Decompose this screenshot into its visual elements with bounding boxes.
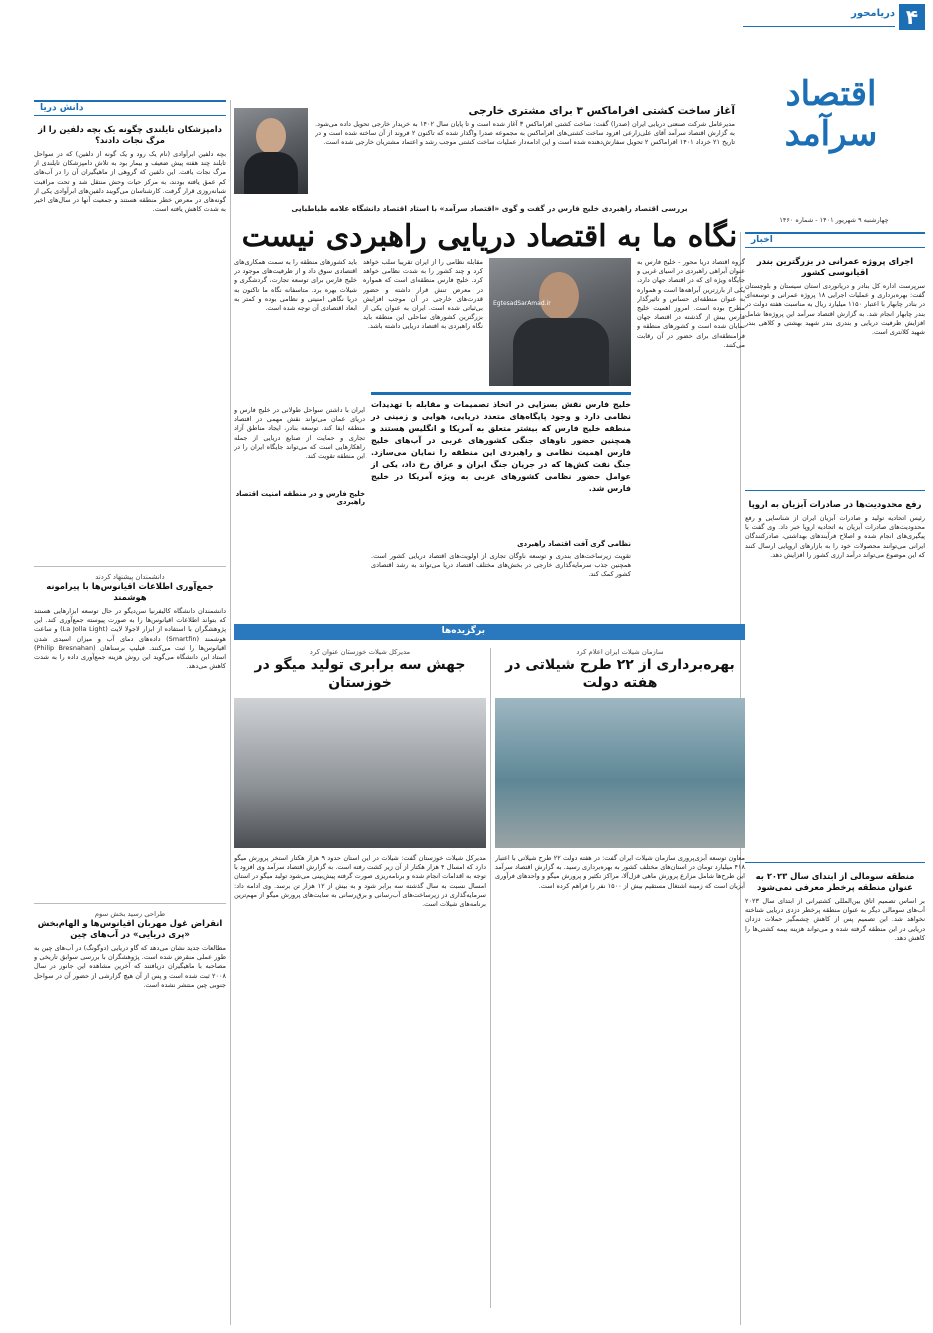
columnist-photo	[234, 108, 308, 194]
main-body-col: ایران با داشتن سواحل طولانی در خلیج فارس و دریای عمان می‌تواند نقش مهمی در اقتصاد منطقه ایفا کند. توسعه بنادر، ایجاد مناطق آزاد تجاری و حمایت از صنایع دریایی از جمله راهکارهایی است که می‌تواند جایگاه ایران را در این منطقه تقویت کند.	[234, 406, 365, 461]
news-item-body: رئیس اتحادیه تولید و صادرات آبزیان ایران از شناسایی و رفع محدودیت‌های صادرات آبزیان به اتحادیه اروپا خبر داد. وی گفت با پیگیری‌های انجام شده و اصلاح فرآیندهای بهداشتی، صادرکنندگان ایرانی می‌توانند محصولات خود را به بازارهای اروپایی ارسال کنند که این موضوع می‌تواند درآمد ارزی کشور را افزایش دهد.	[745, 514, 925, 559]
fish-farm-photo	[495, 698, 745, 848]
main-body-col: مقابله نظامی را از ایران تقریبا سلب خواهد کرد و چند کشور را به شدت نظامی خواهد کرد. خلیج فارس منطقه‌ای است که همواره در معرض تنش قرار داشته و حضور قدرت‌های خارجی در آن موجب افزایش بی‌ثباتی شده است. ایران به عنوان یکی از بزرگترین کشورهای ساحلی این منطقه باید نگاه راهبردی به اقتصاد دریایی داشته باشد.	[363, 258, 483, 331]
press-conference-photo	[234, 698, 486, 848]
knowledge-header	[34, 100, 226, 116]
knowledge-body: بچه دلفین ابرآوادی (نام یک رود و یک گونه از دلفین) که در سواحل تایلند چند هفته پیش ضعیف و بیمار بود به تلاش دامپزشکان تایلندی از مرگ نجات یافت. این دلفین که گروهی از ماهیگیران آن را در آب‌های کم عمق یافته بودند، به مرکز حیات وحش منتقل شد و تحت مراقبت شبانه‌روزی قرار گرفت. کارشناسان می‌گویند دلفین‌های ابرآوادی یکی از گونه‌های در معرض خطر منطقه هستند و جمعیت آنها در سال‌های اخیر به شدت کاهش یافته است.	[34, 150, 226, 214]
highlight-story	[495, 648, 745, 1308]
main-body-col: تقویت زیرساخت‌های بندری و توسعه ناوگان تجاری از اولویت‌های اقتصاد دریایی کشور است. همچنین جذب سرمایه‌گذاری خارجی در بخش‌های مختلف اقتصاد دریا می‌تواند به رشد اقتصادی کشور کمک کند.	[371, 552, 631, 579]
main-lead: گروه اقتصاد دریا محور - خلیج فارس به عنوان آبراهی راهبردی در اسیای غربی و جایگاه ویژه ای که در اقتصاد جهان دارد، یکی از بارزترین آبراهه‌ها است و همواره به عنوان منطقه‌ای حساس و تاثیرگذار مطرح بوده است. امروز اهمیت خلیج فارس بیش از گذشته در اقتصاد جهان نمایان شده است و کشورهای منطقه و فرامنطقه‌ای برای حضور در آن رقابت می‌کنند.	[637, 258, 745, 349]
pull-quote	[371, 392, 631, 532]
masthead	[743, 4, 925, 232]
interview-photo	[489, 258, 631, 386]
photo-caption: EgtesadSarAmad.ir	[493, 300, 551, 307]
highlight-title: بهره‌برداری از ۲۲ طرح شیلاتی در هفته دولت	[505, 657, 735, 691]
knowledge-third-title: انقراض غول مهربان اقیانوس‌ها و الهام‌بخش «پری دریایی» در آب‌های چین	[37, 918, 223, 939]
news-item-title: منطقه سومالی از ابتدای سال ۲۰۲۳ به عنوان منطقه پرخطر معرفی نمی‌شود	[755, 871, 915, 892]
knowledge-third-kicker: طراحی رسید بخش سوم	[94, 910, 166, 918]
knowledge-third-body: مطالعات جدید نشان می‌دهد که گاو دریایی (دوگونگ) در آب‌های چین به طور عملی منقرض شده است. پژوهشگران با بررسی سوابق تاریخی و مصاحبه با ماهیگیران دریافتند که آخرین مشاهده این جانور در سال ۲۰۰۸ ثبت شده است و پس از آن هیچ گزارشی از حضور آن در سواحل جنوبی چین منتشر نشده است.	[34, 944, 226, 989]
pull-quote-text: خلیج فارس نقش بسزایی در اتخاذ تصمیمات و مقابله با تهدیدات نظامی دارد و وجود پایگاه‌های متعدد دریایی، هوایی و زمینی در منطقه خلیج فارس که بیشتر متعلق به آمریکا و انگلیس هستند و همچنین حضور ناوهای جنگی کشورهای غربی در آب‌های خلیج فارس اهمیت نظامی و راهبردی این منطقه را نمایان می‌سازد. جنگ نفت کش‌ها که در جریان جنگ ایران و عراق رخ داد، یکی از عوامل حضور نظامی کشورهای غربی به ویژه آمریکا در خلیج فارس شد.	[371, 400, 631, 493]
main-subhead: خلیج فارس و در منطقه امنیت اقتصاد راهبردی	[235, 490, 365, 506]
logo: اقتصاد سرآمد	[784, 74, 878, 154]
page-number: ۴	[899, 4, 925, 30]
top-story	[315, 104, 735, 194]
highlights-header	[234, 624, 745, 640]
knowledge-sub-body: دانشمندان دانشگاه کالیفرنیا سن‌دیگو در حال توسعه ابزارهایی هستند که بتواند اطلاعات اقیانوس‌ها را به صورت پیوسته جمع‌آوری کند. این پژوهشگران با استفاده از ابزار لاجولا لایت (La Jolla Light) و ساعت هوشمند (Smartfin) داده‌های دمای آب و میزان اسیدی شدن اقیانوس‌ها را ثبت می‌کنند. فیلیپ برسناهان (Philip Bresnahan) استاد این دانشگاه می‌گوید این روش هزینه جمع‌آوری داده را به شدت کاهش می‌دهد.	[34, 607, 226, 671]
news-header	[745, 232, 925, 248]
news-item-title: اجرای پروژه عمرانی در بزرگترین بندر اقیانوسی کشور	[756, 256, 914, 277]
news-item-body: سرپرست اداره کل بنادر و دریانوردی استان سیستان و بلوچستان گفت: بهره‌برداری و عملیات اجرایی ۱۸ پروژه عمرانی و توسعه‌ای در بنادر چابهار با اعتبار ۱۱۵۰ میلیارد ریال به مناسبت هفته دولت در بندر چابهار انجام شد. به گزارش اقتصاد سرآمد این پروژه‌ها شامل افزایش ظرفیت دریایی و بندری بندر شهید بهشتی و کلاهی بندر شهید کلانتری است.	[745, 282, 925, 337]
highlights	[234, 624, 745, 1324]
top-story-body: مدیرعامل شرکت صنعتی دریایی ایران (صدرا) گفت: ساخت کشتی افراماکس ۳ آغاز شده است و تا پایان سال ۱۴۰۲ به خریدار خارجی تحویل داده می‌شود. به گزارش اقتصاد سرآمد آقای علی‌زارعی افزود ساخت کشتی‌های افراماکس به مجموعه صدرا واگذار شده که تاکنون ۲ فروند از آن ساخته شده است و در تاریخ ۲۱ خرداد ۱۴۰۱ افراماکس ۲ تحویل سفارش‌دهنده شده است و این ادامه‌دار عملیات ساخت کشتی موجب رشد و اعتماد مشتریان خارجی شده است.	[315, 120, 735, 147]
section-label: دریامحور	[851, 8, 895, 19]
date-line: چهارشنبه ۹ شهریور ۱۴۰۱ - شماره ۱۴۶۰	[779, 216, 889, 224]
knowledge-title: دامپزشکان تایلندی چگونه یک بچه دلفین را از مرگ نجات دادند؟	[38, 124, 222, 145]
news-item-title: رفع محدودیت‌ها در صادرات آبزیان به اروپا	[748, 499, 922, 509]
highlight-body: مدیرکل شیلات خوزستان گفت: شیلات در این استان حدود ۹ هزار هکتار استخر پرورش میگو دارد که امسال ۴ هزار هکتار از آن زیر کشت رفته است. به گزارش اقتصاد سرآمد وی افزود با توجه به اقدامات انجام شده و برنامه‌ریزی صورت گرفته پیش‌بینی می‌شود تولید میگو در استان امسال نسبت به سال گذشته سه برابر شود و به بیش از ۱۲ هزار تن برسد. وی ادامه داد: سرمایه‌گذاری در زیرساخت‌های آب‌رسانی و برق‌رسانی به سایت‌های پرورش میگو از مهم‌ترین برنامه‌های شیلات است.	[234, 854, 486, 909]
top-story-title: آغاز ساخت کشتی افراماکس ۳ برای مشتری خارجی	[468, 105, 735, 117]
knowledge-sub-kicker: دانشمندان پیشنهاد کردند	[95, 573, 165, 581]
knowledge-label: دانش دریا	[40, 103, 84, 113]
main-story	[234, 200, 745, 620]
knowledge-sub-title: جمع‌آوری اطلاعات اقیانوس‌ها با پیرامونه هوشمند	[46, 581, 214, 602]
main-kicker: بررسی اقتصاد راهبردی خلیج فارس در گفت و گوی «اقتصاد سرآمد» با استاد اقتصاد دانشگاه علامه طباطبایی	[291, 204, 688, 213]
news-label: اخبار	[751, 235, 773, 245]
main-body-col: باید کشورهای منطقه را به سمت همکاری‌های اقتصادی سوق داد و از ظرفیت‌های موجود در خلیج فارس برای توسعه تجارت، گردشگری و شیلات بهره برد. متاسفانه نگاه ما تاکنون به دریا نگاهی امنیتی و نظامی بوده و کمتر به ابعاد اقتصادی آن توجه شده است.	[234, 258, 357, 313]
highlight-kicker: مدیرکل شیلات خوزستان عنوان کرد	[309, 648, 411, 656]
highlight-body: معاون توسعه آبزی‌پروری سازمان شیلات ایران گفت: در هفته دولت ۲۲ طرح شیلاتی با اعتبار ۴۱۸ میلیارد تومان در استان‌های مختلف کشور به بهره‌برداری رسید. به گزارش اقتصاد سرآمد این طرح‌ها شامل مزارع پرورش ماهی قزل‌آلا، مراکز تکثیر و پرورش میگو و واحدهای فرآوری آبزیان است که زمینه اشتغال مستقیم بیش از ۱۵۰۰ نفر را فراهم کرده است.	[495, 854, 745, 890]
main-headline: نگاه ما به اقتصاد دریایی راهبردی نیست	[241, 219, 738, 254]
highlight-kicker: سازمان شیلات ایران اعلام کرد	[576, 648, 664, 656]
knowledge-column	[34, 100, 226, 1325]
highlights-label: برگزیده‌ها	[441, 626, 485, 636]
highlight-story	[234, 648, 486, 1308]
news-item-body: بر اساس تصمیم اتاق بین‌المللی کشتیرانی از ابتدای سال ۲۰۲۳ آب‌های سومالی دیگر به عنوان منطقه پرخطر دزدی دریایی شناخته نخواهد شد. این تصمیم پس از کاهش چشمگیر حملات دزدان دریایی در این منطقه گرفته شده و می‌تواند هزینه بیمه کشتی‌ها را کاهش دهد.	[745, 897, 925, 942]
main-subhead: نظامی گری آفت اقتصاد راهبردی	[517, 540, 631, 548]
highlight-title: جهش سه برابری تولید میگو در خوزستان	[254, 657, 466, 691]
news-column	[745, 232, 925, 1325]
